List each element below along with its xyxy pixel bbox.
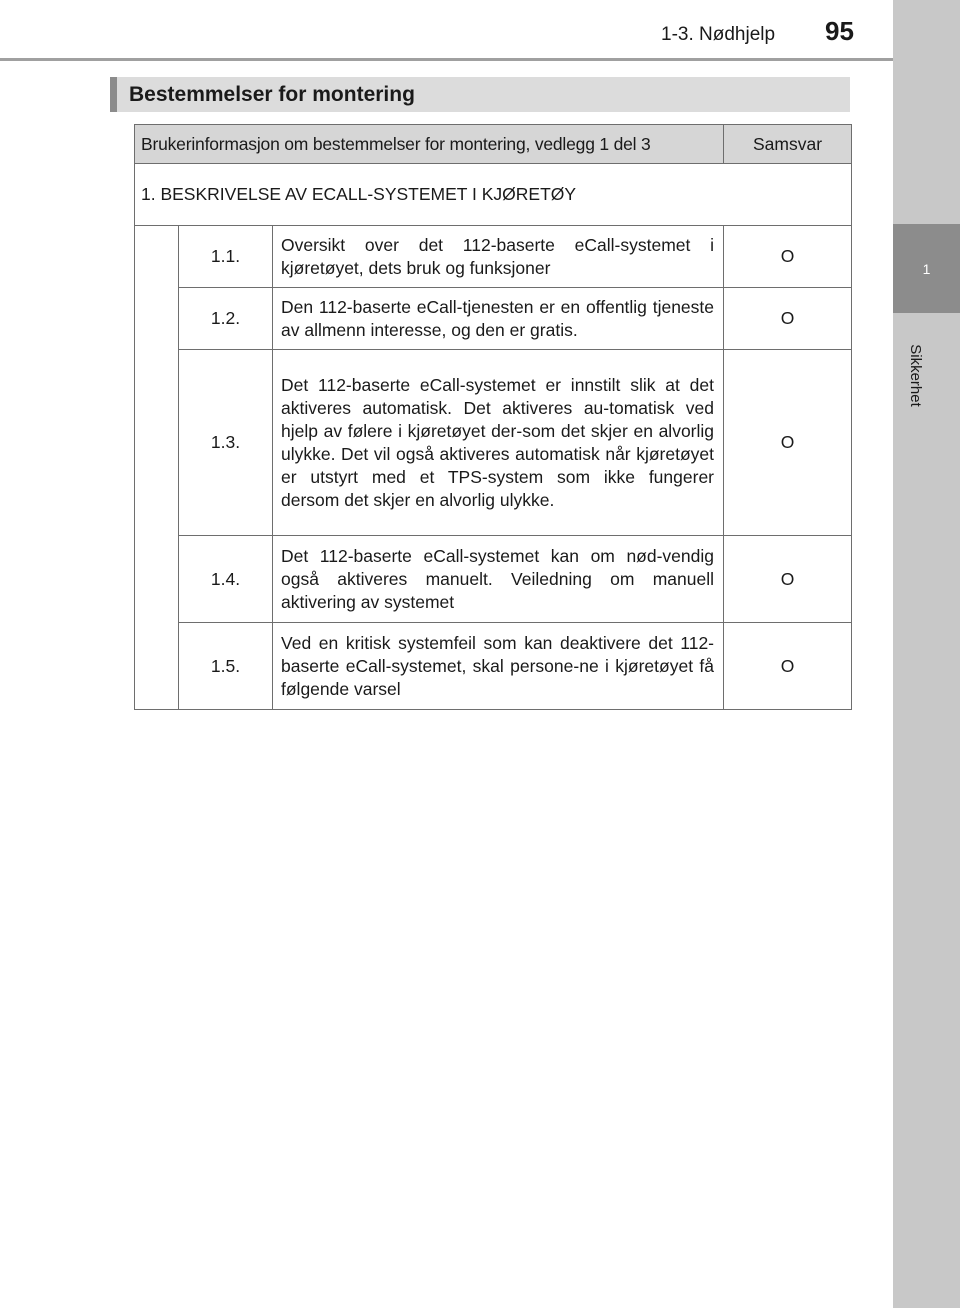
section-title: 1-3. Nødhjelp <box>661 24 776 45</box>
row-compliance: O <box>724 623 852 710</box>
row-text: Ved en kritisk systemfeil som kan deaktivere det 112-baserte eCall-systemet, skal persone-ne i kjøretøyet få følgende varsel <box>273 623 724 710</box>
table-row <box>135 536 852 623</box>
section-heading: 1. BESKRIVELSE AV ECALL-SYSTEMET I KJØRETØY <box>135 164 852 226</box>
heading-bar <box>110 77 850 112</box>
chapter-number: 1 <box>922 260 931 277</box>
row-number: 1.3. <box>179 350 273 536</box>
row-compliance: O <box>724 288 852 350</box>
indent-cell <box>135 226 179 710</box>
chapter-tab <box>893 224 960 313</box>
requirements-table <box>134 124 852 710</box>
row-compliance: O <box>724 536 852 623</box>
row-number: 1.4. <box>179 536 273 623</box>
chapter-label: Sikkerhet <box>906 343 924 407</box>
page-heading: Bestemmelser for montering <box>129 82 415 106</box>
row-text: Oversikt over det 112-baserte eCall-systemet i kjøretøyet, dets bruk og funksjoner <box>273 226 724 288</box>
header-divider <box>0 58 893 61</box>
column-header-compliance: Samsvar <box>724 125 852 164</box>
row-number: 1.5. <box>179 623 273 710</box>
row-text: Den 112-baserte eCall-tjenesten er en offentlig tjeneste av allmenn interesse, og den er gratis. <box>273 288 724 350</box>
row-compliance: O <box>724 226 852 288</box>
side-tab <box>893 0 960 1308</box>
table-row <box>135 623 852 710</box>
page-number: 95 <box>825 16 854 46</box>
table-row <box>135 350 852 536</box>
row-number: 1.2. <box>179 288 273 350</box>
row-compliance: O <box>724 350 852 536</box>
table-row <box>135 288 852 350</box>
row-text: Det 112-baserte eCall-systemet kan om nød-vendig også aktiveres manuelt. Veiledning om manuell aktivering av systemet <box>273 536 724 623</box>
row-text: Det 112-baserte eCall-systemet er innstilt slik at det aktiveres automatisk. Det aktiveres au-tomatisk ved hjelp av følere i kjøretøyet der-som det skjer en alvorlig ulykke. Det vil også aktiveres automatisk når kjøretøyet er utstyrt med et TPS-system som ikke fungerer dersom det skjer en alvorlig ulykke. <box>273 350 724 536</box>
chapter-label-box <box>895 330 935 420</box>
row-number: 1.1. <box>179 226 273 288</box>
section-row <box>135 164 852 226</box>
table-row <box>135 226 852 288</box>
table-header-row <box>135 125 852 164</box>
column-header-description: Brukerinformasjon om bestemmelser for montering, vedlegg 1 del 3 <box>135 125 724 164</box>
